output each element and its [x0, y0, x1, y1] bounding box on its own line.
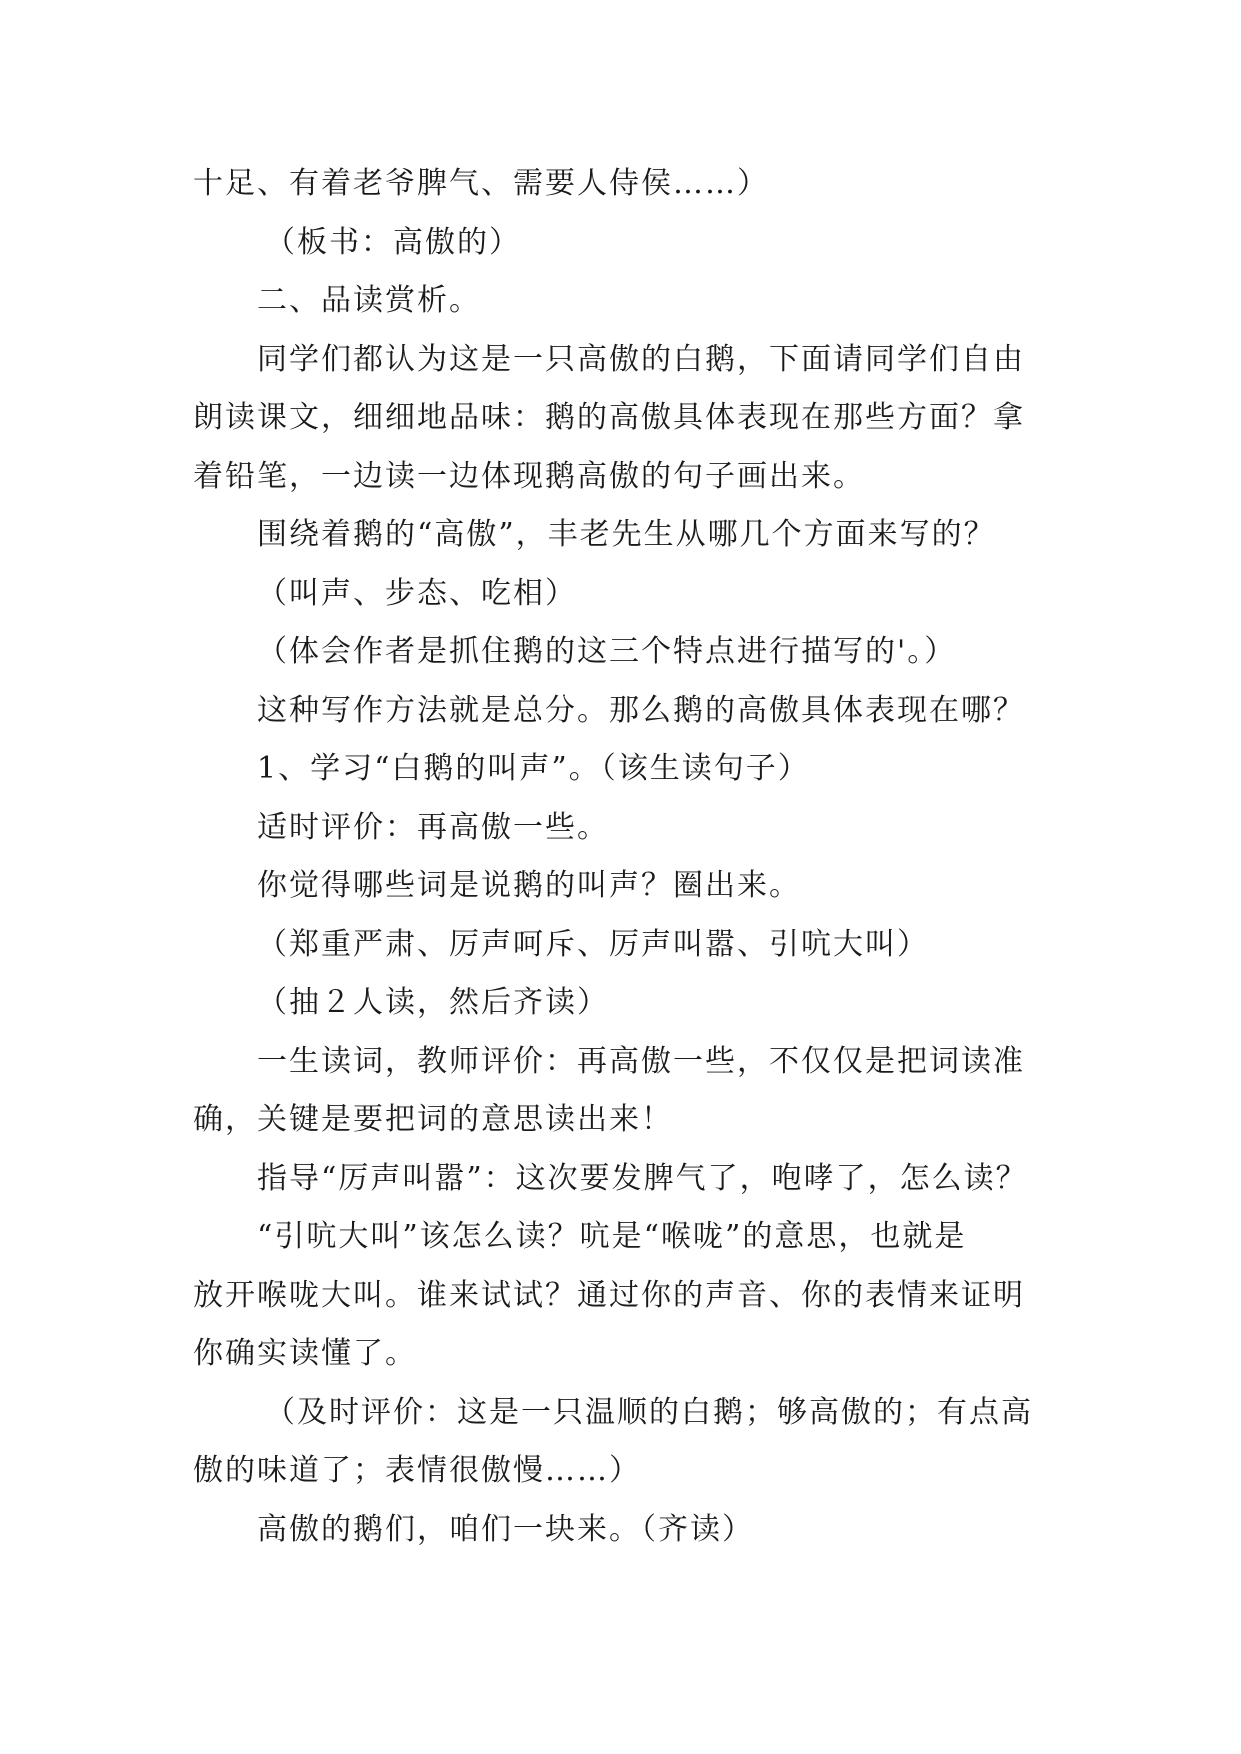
text-line: 放开喉咙大叫。谁来试试？通过你的声音、你的表情来证明: [193, 1277, 1025, 1313]
text-line: 傲的味道了；表情很傲慢……）: [193, 1453, 641, 1488]
text-line: 你觉得哪些词是说鹅的叫声？圈出来。: [257, 868, 801, 903]
text-line: “引吭大叫”该怎么读？吭是“喉咙”的意思，也就是: [257, 1219, 967, 1254]
section-heading: 二、品读赏析。: [257, 283, 481, 318]
text-line: （郑重严肃、厉声呵斥、厉声叫嚣、引吭大叫）: [257, 926, 929, 962]
text-line: （叫声、步态、吃相）: [257, 575, 577, 611]
text-line: 同学们都认为这是一只高傲的白鹅，下面请同学们自由: [257, 341, 1025, 377]
document-body: [193, 155, 1073, 1559]
text-line: （板书：高傲的）: [265, 224, 521, 260]
text-line: 着铅笔，一边读一边体现鹅高傲的句子画出来。: [193, 458, 865, 494]
text-line: 1、学习“白鹅的叫声”。（该生读句子）: [257, 751, 810, 786]
text-line: （抽２人读，然后齐读）: [257, 985, 609, 1020]
text-line: 这种写作方法就是总分。那么鹅的高傲具体表现在哪？: [257, 692, 1025, 728]
text-line: 朗读课文，细细地品味：鹅的高傲具体表现在那些方面？拿: [193, 400, 1025, 435]
text-line: 十足、有着老爷脾气、需要人侍侯……）: [193, 166, 769, 201]
text-line: 指导“厉声叫嚣”：这次要发脾气了，咆哮了，怎么读？: [257, 1160, 1028, 1196]
text-line: 高傲的鹅们，咱们一块来。（齐读）: [257, 1511, 754, 1547]
text-line: （体会作者是抓住鹅的这三个特点进行描写的'。）: [257, 634, 957, 669]
text-line: 确，关键是要把词的意思读出来！: [193, 1102, 673, 1137]
text-line: （及时评价：这是一只温顺的白鹅；够高傲的；有点高: [265, 1394, 1033, 1430]
text-line: 你确实读懂了。: [193, 1336, 417, 1371]
text-line: 围绕着鹅的“高傲”，丰老先生从哪几个方面来写的？: [257, 517, 996, 552]
text-line: 适时评价：再高傲一些。: [257, 809, 609, 845]
text-line: 一生读词，教师评价：再高傲一些，不仅仅是把词读准: [257, 1043, 1025, 1079]
